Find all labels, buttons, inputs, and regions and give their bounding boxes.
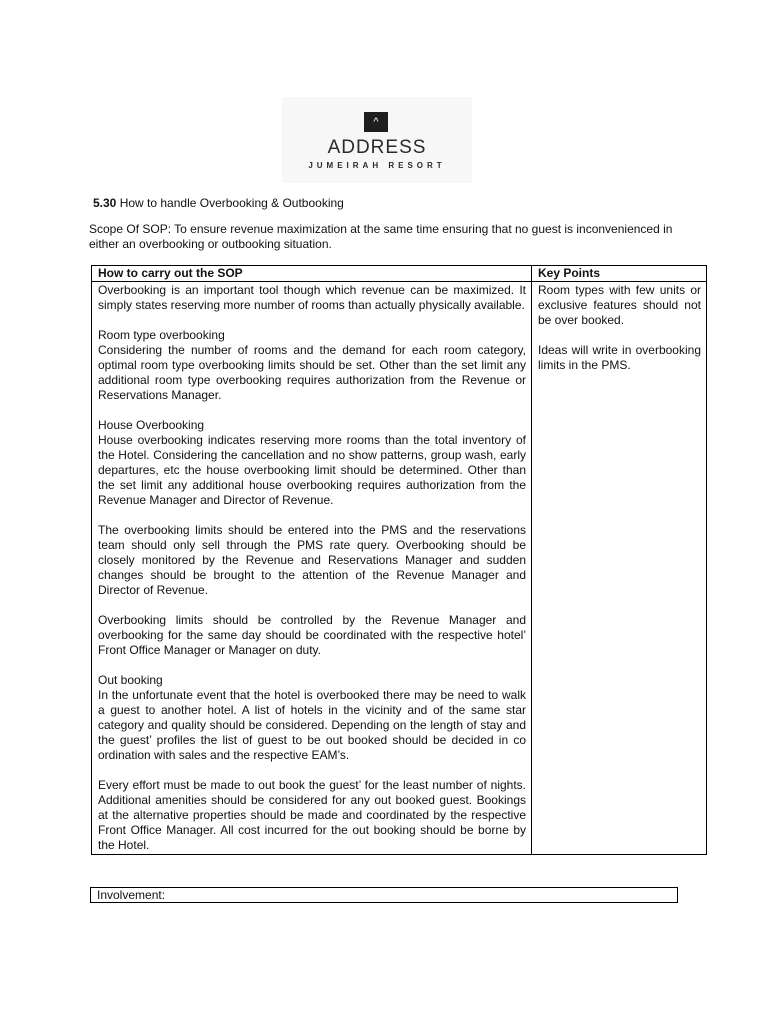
section-number: 5.30: [93, 196, 117, 210]
sop-paragraph-intro: Overbooking is an important tool though which revenue can be maximized. It simply states reserving more number of rooms than actually physically available.: [98, 283, 526, 312]
sop-paragraph-pms: The overbooking limits should be entered into the PMS and the reservations team should only sell through the PMS rate query. Overbooking should be closely monitored by the Revenue and Reservations Manager and sudden changes should be brought to the attention of the Revenue Manager and Director of Revenue.: [98, 523, 526, 597]
section-heading: [93, 196, 344, 210]
involvement-box: Involvement:: [90, 887, 678, 903]
sop-paragraph-out-booking: Out booking In the unfortunate event that the hotel is overbooked there may be need to walk a guest to another hotel. A list of hotels in the vicinity and of the same star category and quality should be considered. Depending on the length of stay and the guest’ profiles the list of guest to be out booked should be decided in co ordination with sales and the respective EAM’s.: [98, 673, 526, 762]
sop-procedure-cell: [92, 282, 532, 855]
logo-chevron-icon: ^: [364, 112, 388, 132]
key-point-room-types: Room types with few units or exclusive features should not be over booked.: [538, 283, 701, 327]
logo-wordmark: ADDRESS: [327, 137, 427, 158]
header-key-points: Key Points: [532, 266, 707, 282]
sop-paragraph-limits: Overbooking limits should be controlled by the Revenue Manager and overbooking for the same day should be coordinated with the respective hotel’ Front Office Manager or Manager on duty.: [98, 613, 526, 657]
sop-paragraph-effort: Every effort must be made to out book the guest’ for the least number of nights. Additional amenities should be considered for any out booked guest. Bookings at the alternative properties should be made and coordinated by the respective Front Office Manager. All cost incurred for the out booking should be borne by the Hotel.: [98, 778, 526, 852]
key-point-ideas: Ideas will write in overbooking limits in the PMS.: [538, 343, 701, 372]
sop-table: [91, 265, 707, 855]
logo-subtitle: JUMEIRAH RESORT: [308, 161, 446, 170]
scope-statement: Scope Of SOP: To ensure revenue maximization at the same time ensuring that no guest is inconvenienced in either an overbooking or outbooking situation.: [89, 222, 673, 251]
sop-paragraph-room-type: Room type overbooking Considering the number of rooms and the demand for each room category, optimal room type overbooking limits should be set. Other than the set limit any additional room type overbooking requires authorization from the Revenue or Reservations Manager.: [98, 328, 526, 402]
sop-paragraph-house: House Overbooking House overbooking indicates reserving more rooms than the total inventory of the Hotel. Considering the cancellation and no show patterns, group wash, early departures, etc the house overbooking limit should be determined. Other than the set limit any additional house overbooking requires authorization from the Revenue Manager and Director of Revenue.: [98, 418, 526, 507]
key-points-cell: [532, 282, 707, 855]
section-title: How to handle Overbooking & Outbooking: [119, 196, 344, 210]
header-how-to: How to carry out the SOP: [92, 266, 532, 282]
resort-logo: [282, 97, 472, 183]
